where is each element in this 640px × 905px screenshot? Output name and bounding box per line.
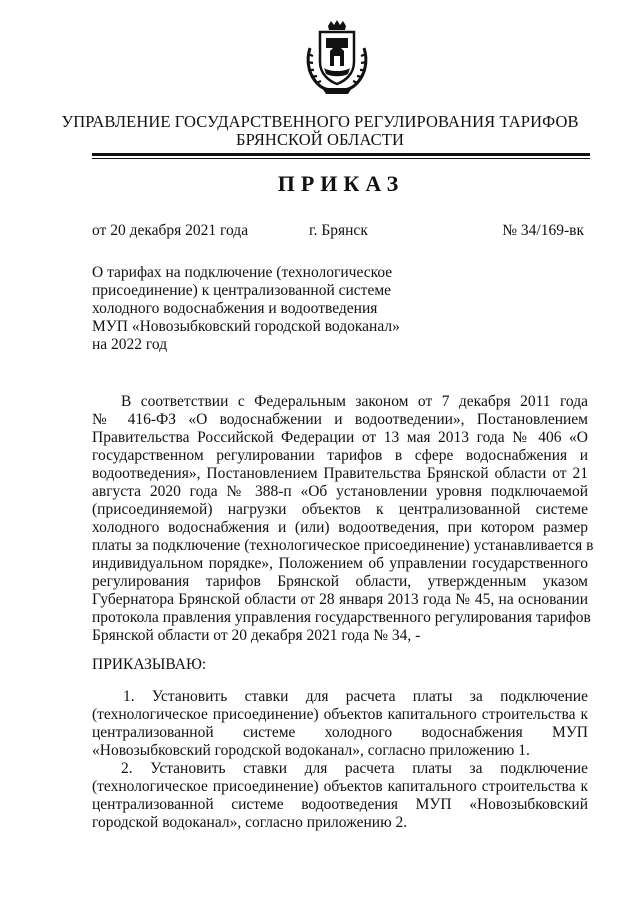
document-title: ПРИКАЗ [277, 171, 405, 196]
order-item-1 [92, 688, 588, 760]
document-number: № 34/169-вк [502, 222, 584, 239]
order-item-2 [92, 760, 588, 832]
order-directive: ПРИКАЗЫВАЮ: [92, 656, 207, 673]
preamble-line: № 416-ФЗ «О водоснабжении и водоотведении», Постановлением [92, 411, 588, 428]
document-city: г. Брянск [309, 222, 368, 239]
document-date: от 20 декабря 2021 года [92, 222, 249, 239]
subject-line: присоединение) к централизованной системе [92, 282, 392, 299]
order-item-line: (технологическое присоединение) объектов капитального строительства к [92, 706, 588, 723]
document-subject [92, 264, 422, 354]
preamble-line: Брянской области от 20 декабря 2021 года № 34, - [92, 627, 421, 644]
preamble-line: Губернатора Брянской области от 28 января 2013 года № 45, на основании [92, 591, 588, 608]
preamble-line: регулирования тарифов Брянской области, утвержденным указом [92, 573, 588, 590]
order-item-line: (технологическое присоединение) объектов капитального строительства к [92, 778, 588, 795]
preamble-line: холодного водоснабжения и (или) водоотведения, при котором размер [92, 519, 588, 536]
preamble-line: платы за подключение (технологическое присоединение) устанавливается в [92, 537, 594, 554]
order-item-line: городской водоканал», согласно приложению 2. [92, 814, 408, 831]
preamble-line: протокола правления управления государственного регулирования тарифов [92, 609, 591, 626]
subject-line: на 2022 год [92, 336, 168, 353]
preamble-line: индивидуальном порядке», Положением об управлении государственного [92, 555, 588, 572]
header-divider-thick [92, 153, 590, 156]
preamble-paragraph [92, 393, 594, 645]
preamble-line: государственном регулировании тарифов в сфере водоснабжения и [92, 447, 588, 464]
preamble-line: (присоединяемой) нагрузки объектов к централизованной системе [92, 501, 588, 518]
order-item-line: централизованной системе холодного водоснабжения МУП [92, 724, 588, 741]
preamble-line: водоотведения», Постановлением Правительства Брянской области от 21 [92, 465, 588, 482]
subject-line: холодного водоснабжения и водоотведения [92, 300, 378, 317]
subject-line: МУП «Новозыбковский городской водоканал» [92, 318, 400, 335]
preamble-line: Правительства Российской Федерации от 13 мая 2013 года № 406 «О [92, 429, 588, 446]
organization-name-line2: БРЯНСКОЙ ОБЛАСТИ [236, 130, 404, 149]
header-divider-thin [92, 158, 590, 159]
order-item-line: 1. Установить ставки для расчета платы за подключение [123, 688, 588, 705]
organization-name-line1: УПРАВЛЕНИЕ ГОСУДАРСТВЕННОГО РЕГУЛИРОВАНИЯ ТАРИФОВ [61, 112, 579, 131]
order-item-line: 2. Установить ставки для расчета платы за подключение [121, 760, 588, 777]
order-item-line: «Новозыбковский городской водоканал», согласно приложению 1. [92, 742, 530, 759]
subject-line: О тарифах на подключение (технологическое [92, 264, 393, 281]
coat-of-arms-emblem [298, 18, 376, 96]
preamble-line: В соответствии с Федеральным законом от 7 декабря 2011 года [121, 393, 588, 410]
order-item-line: централизованной системе водоотведения МУП «Новозыбковский [92, 796, 588, 813]
preamble-line: августа 2020 года № 388-п «Об установлении уровня подключаемой [92, 483, 588, 500]
